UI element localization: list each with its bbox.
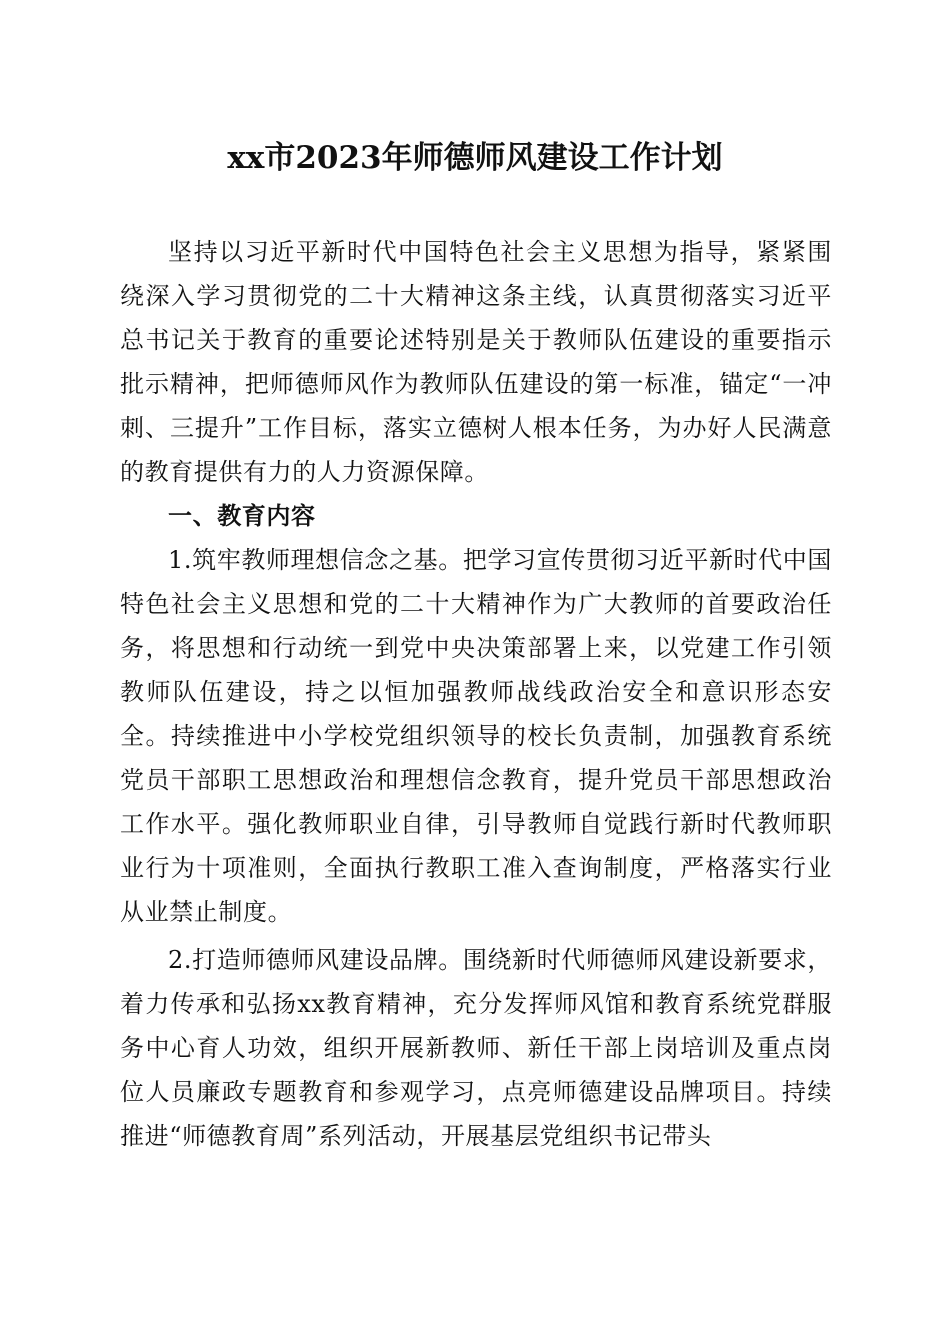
item-2-paragraph: 2.打造师德师风建设品牌。围绕新时代师德师风建设新要求，着力传承和弘扬xx教育精神，充分发挥师风馆和教育系统党群服务中心育人功效，组织开展新教师、新任干部上岗培训及重点岗位人员廉政专题教育和参观学习，点亮师德建设品牌项目。持续推进“师德教育周”系列活动，开展基层党组织书记带头 xyxy=(120,946,832,1150)
document-title: xx市2023年师德师风建设工作计划 xyxy=(227,140,723,176)
item-1-paragraph: 1.筑牢教师理想信念之基。把学习宣传贯彻习近平新时代中国特色社会主义思想和党的二十大精神作为广大教师的首要政治任务，将思想和行动统一到党中央决策部署上来，以党建工作引领教师队伍建设，持之以恒加强教师战线政治安全和意识形态安全。持续推进中小学校党组织领导的校长负责制，加强教育系统党员干部职工思想政治和理想信念教育，提升党员干部思想政治工作水平。强化教师职业自律，引导教师自觉践行新时代教师职业行为十项准则，全面执行教职工准入查询制度，严格落实行业从业禁止制度。 xyxy=(120,546,832,926)
section-heading-education-content: 一、教育内容 xyxy=(168,502,316,530)
document-body xyxy=(120,230,832,1158)
intro-paragraph: 坚持以习近平新时代中国特色社会主义思想为指导，紧紧围绕深入学习贯彻党的二十大精神这条主线，认真贯彻落实习近平总书记关于教育的重要论述特别是关于教师队伍建设的重要指示批示精神，把师德师风作为教师队伍建设的第一标准，锚定“一冲刺、三提升”工作目标，落实立德树人根本任务，为办好人民满意的教育提供有力的人力资源保障。 xyxy=(120,238,832,486)
